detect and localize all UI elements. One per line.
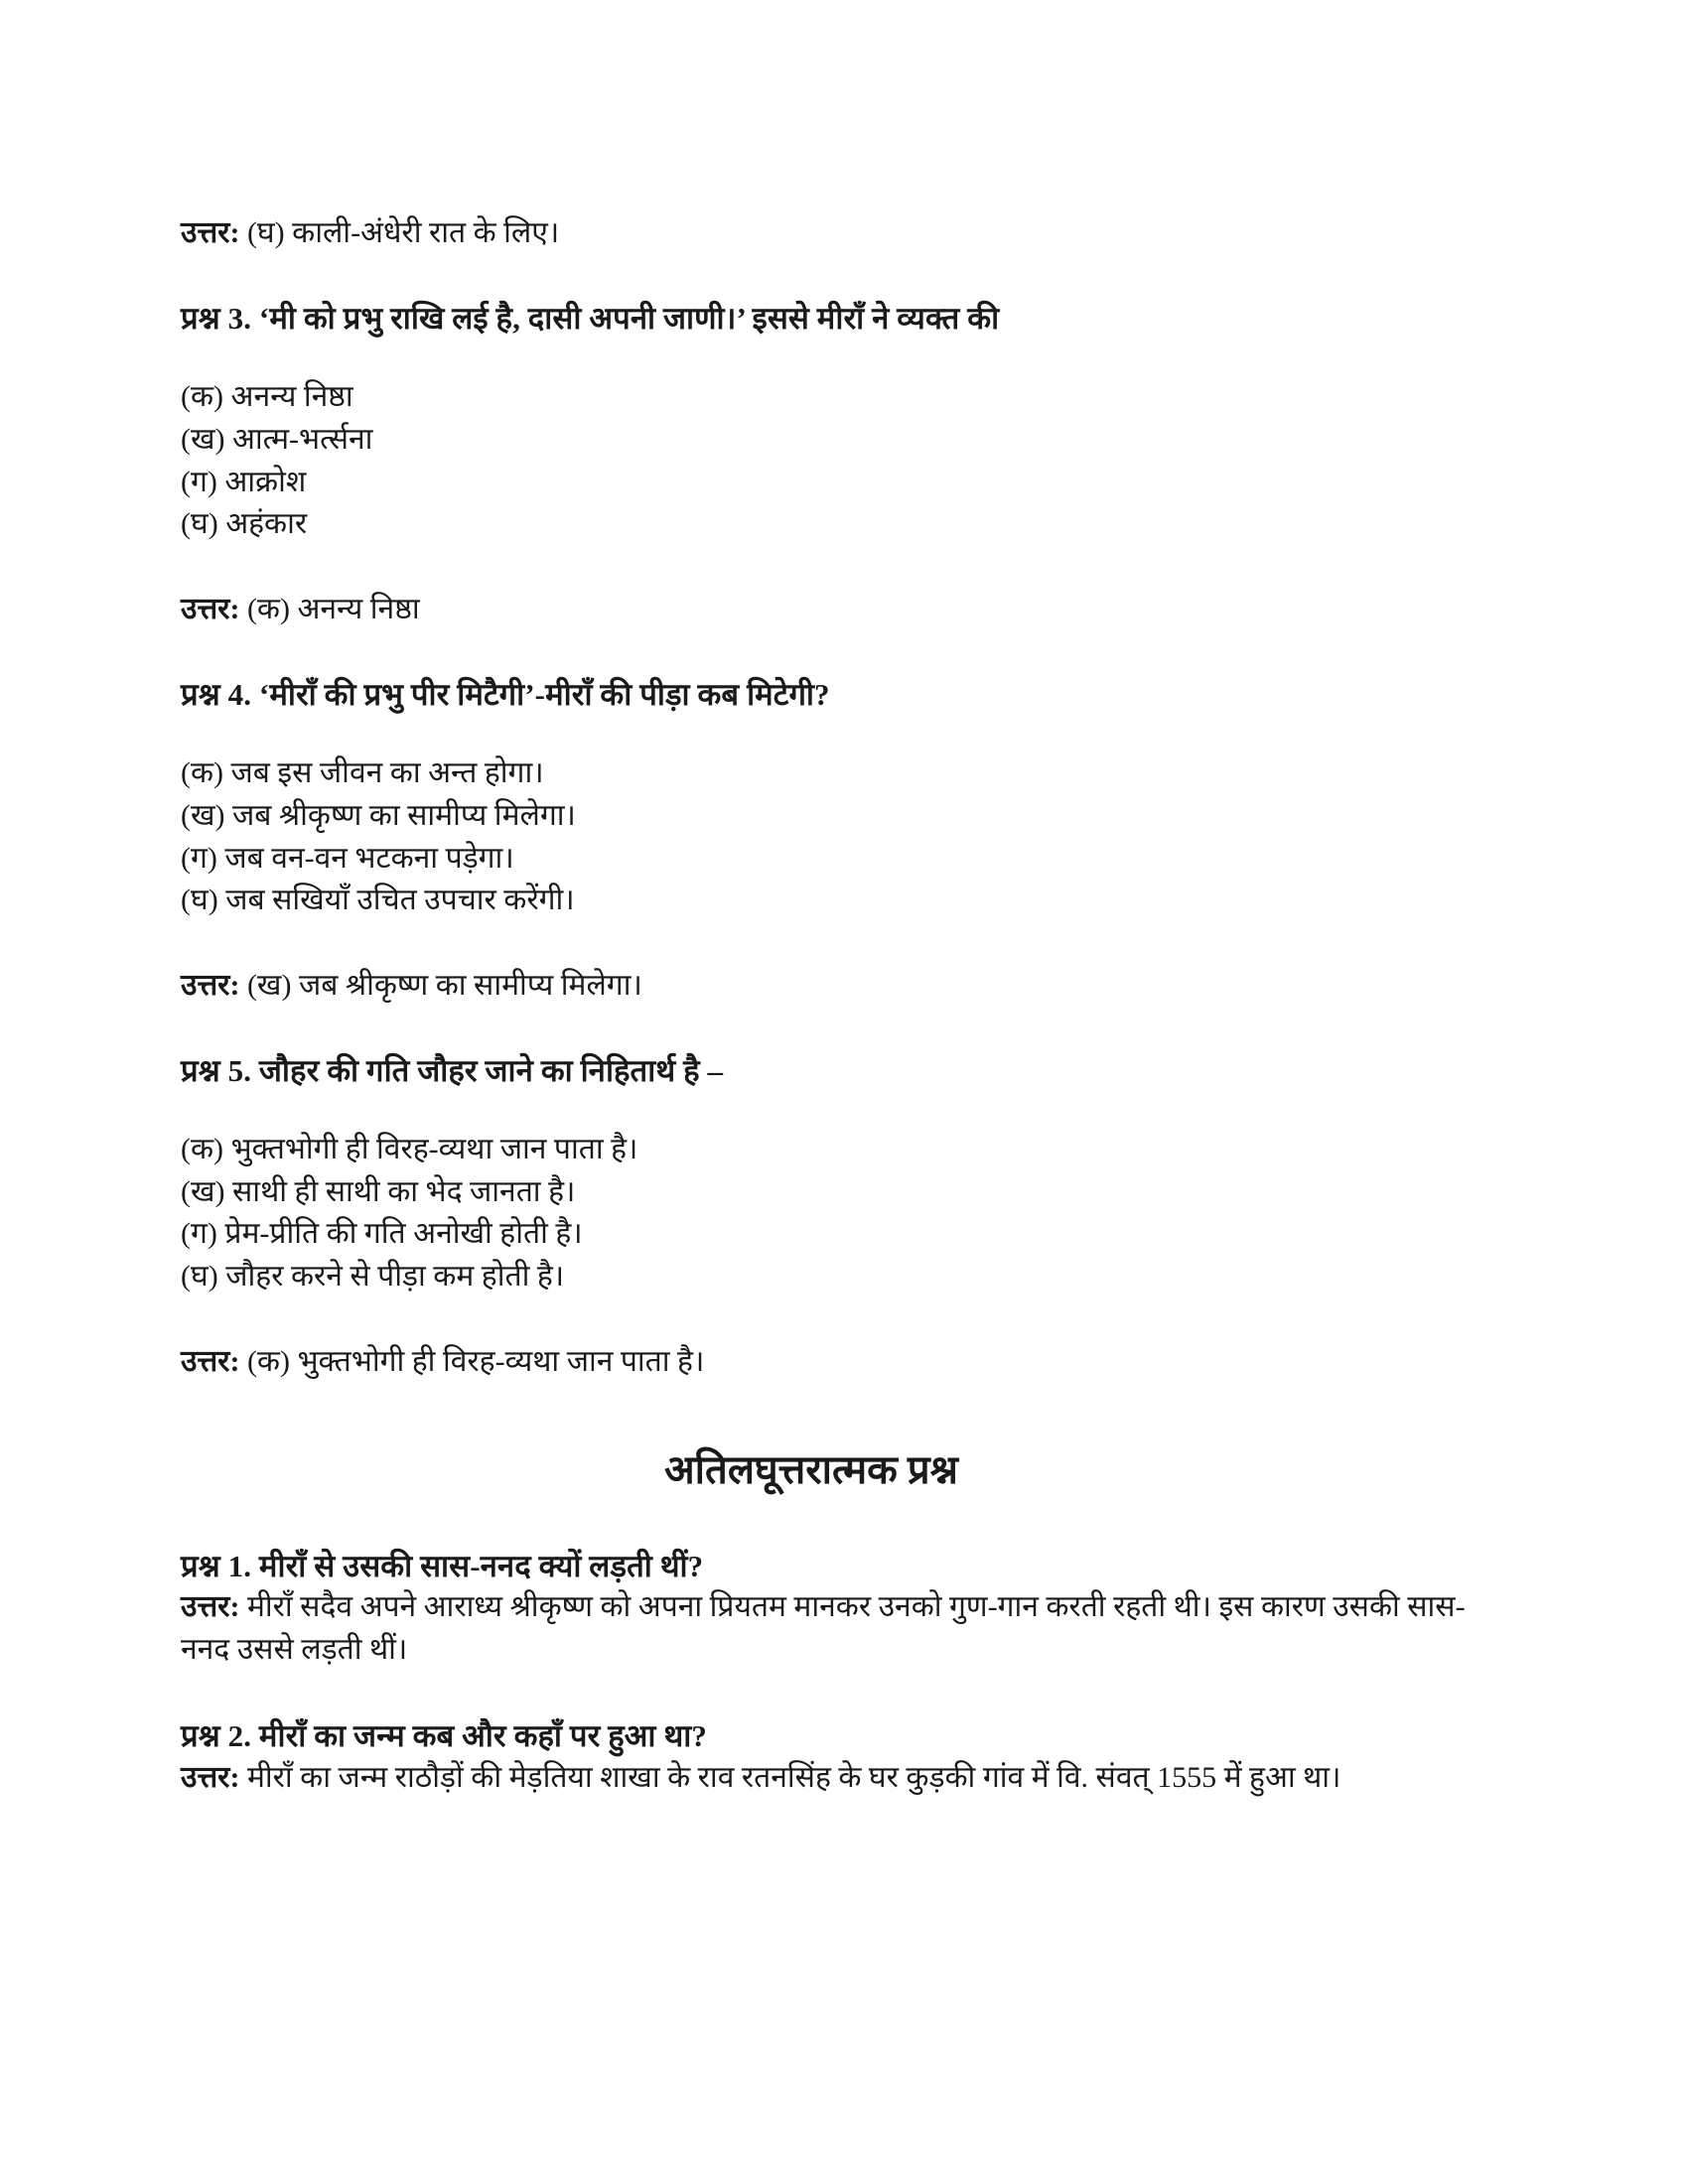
option-ga: (ग) प्रेम-प्रीति की गति अनोखी होती है। [181,1217,583,1251]
option-kha: (ख) आत्म-भर्त्सना [181,423,373,457]
option-kha: (ख) जब श्रीकृष्ण का सामीप्य मिलेगा। [181,798,576,832]
answer-q2 [181,213,1511,253]
question-3-options [181,376,1511,545]
short-answer-1 [181,1586,1511,1671]
option-ka: (क) अनन्य निष्ठा [181,380,353,414]
short-question-2-text: प्रश्न 2. मीराँ का जन्म कब और कहाँ पर हुआ था? [181,1718,707,1754]
option-gha: (घ) जब सखियाँ उचित उपचार करेंगी। [181,884,575,917]
answer-text: (क) भुक्तभोगी ही विरह-व्यथा जान पाता है। [239,1344,705,1378]
answer-text: (घ) काली-अंधेरी रात के लिए। [239,216,560,249]
answer-text: (ख) जब श्रीकृष्ण का सामीप्य मिलेगा। [239,968,642,1002]
option-ga: (ग) जब वन-वन भटकना पड़ेगा। [181,841,514,875]
short-answer-2 [181,1757,1511,1800]
answer-q5 [181,1342,1511,1382]
question-5-options [181,1129,1511,1297]
option-ga: (ग) आक्रोश [181,465,307,498]
answer-text: मीराँ सदैव अपने आराध्य श्रीकृष्ण को अपना प्रियतम मानकर उनको गुण-गान करती रहती थी। इस कारण उसकी सास-ननद उससे लड़ती थीं। [181,1590,1466,1666]
answer-q4 [181,966,1511,1006]
answer-text: (क) अनन्य निष्ठा [239,592,420,625]
question-4-options [181,752,1511,921]
answer-label: उत्तर: [181,968,240,1002]
answer-text: मीराँ का जन्म राठौड़ों की मेड़तिया शाखा के राव रतनसिंह के घर कुड़की गांव में वि. संवत् 1555 में हुआ था। [239,1760,1341,1794]
answer-label: उत्तर: [181,592,240,625]
answer-label: उत्तर: [181,1590,240,1624]
answer-label: उत्तर: [181,216,240,249]
option-gha: (घ) जौहर करने से पीड़ा कम होती है। [181,1259,565,1293]
option-gha: (घ) अहंकार [181,507,308,541]
question-5-text: प्रश्न 5. जौहर की गति जौहर जाने का निहितार्थ है – [181,1052,724,1088]
document-body [181,213,1511,1799]
short-question-1-text: प्रश्न 1. मीराँ से उसकी सास-ननद क्यों लड़ती थीं? [181,1548,704,1583]
answer-q3 [181,590,1511,629]
section-heading-short-answer: अतिलघूत्तरात्मक प्रश्न [664,1446,958,1492]
answer-label: उत्तर: [181,1760,240,1794]
option-ka: (क) जब इस जीवन का अन्त होगा। [181,756,544,790]
question-3-text: प्रश्न 3. ‘मी को प्रभु राखि लई है, दासी अपनी जाणी।’ इससे मीराँ ने व्यक्त की [181,301,1000,337]
answer-label: उत्तर: [181,1344,240,1378]
option-kha: (ख) साथी ही साथी का भेद जानता है। [181,1174,576,1208]
question-4-text: प्रश्न 4. ‘मीराँ की प्रभु पीर मिटैगी’-मीराँ की पीड़ा कब मिटेगी? [181,677,830,713]
option-ka: (क) भुक्तभोगी ही विरह-व्यथा जान पाता है। [181,1133,638,1166]
